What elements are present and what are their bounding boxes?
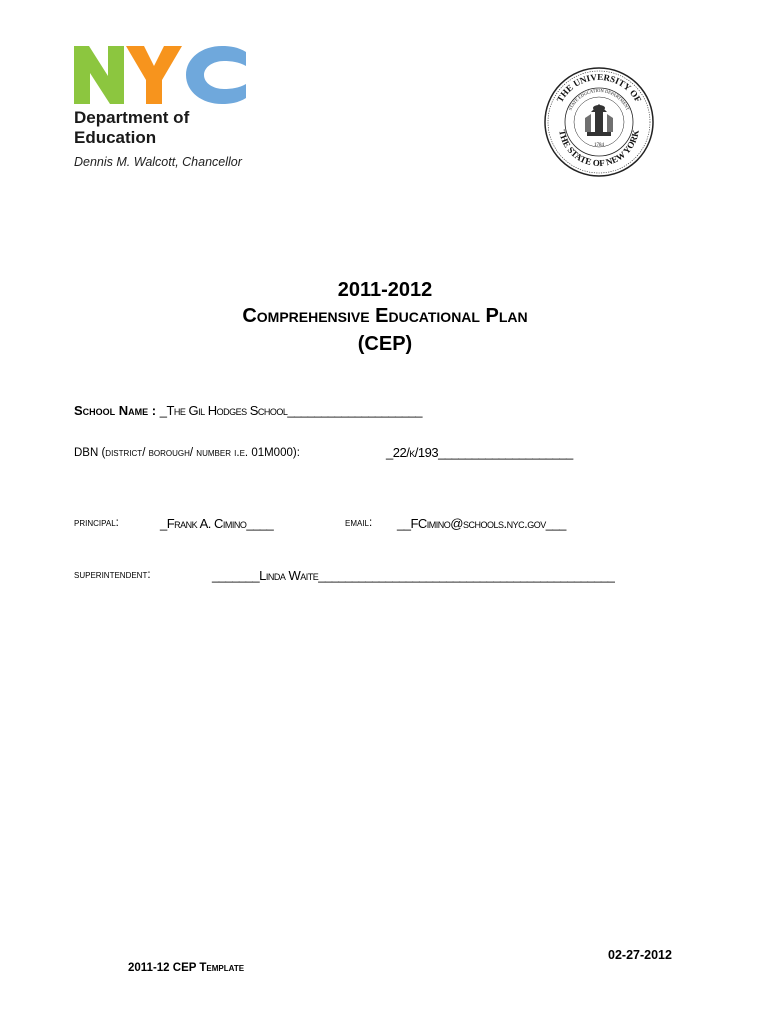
logo-letter-n xyxy=(74,46,124,104)
svg-text:STATE EDUCATION DEPARTMENT: STATE EDUCATION DEPARTMENT xyxy=(567,87,631,112)
plan-acronym: (CEP) xyxy=(357,333,413,355)
department-name-line1: Department of xyxy=(74,108,190,127)
school-name-label: School Name : xyxy=(74,403,157,418)
school-name-value: _The Gil Hodges School____________________ xyxy=(159,403,423,418)
department-name-line2: Education xyxy=(74,128,157,147)
logo-letter-y xyxy=(126,46,182,104)
plan-year: 2011-2012 xyxy=(337,279,433,301)
chancellor-name: Dennis M. Walcott, Chancellor xyxy=(74,155,242,169)
nyc-logo xyxy=(74,46,246,104)
principal-label: principal: xyxy=(74,517,119,529)
svg-text:THE UNIVERSITY OF: THE UNIVERSITY OF xyxy=(554,71,644,104)
email-value: __FCimino@schools.nyc.gov___ xyxy=(397,516,566,531)
svg-text:THE STATE OF NEW YORK: THE STATE OF NEW YORK xyxy=(557,128,641,169)
dbn-value: _22/k/193____________________ xyxy=(386,445,573,460)
principal-value: _Frank A. Cimino____ xyxy=(160,516,274,531)
logo-letter-c xyxy=(186,46,246,104)
footer-template-label: 2011-12 CEP Template xyxy=(128,962,245,974)
email-label: email: xyxy=(345,517,373,529)
state-seal-icon xyxy=(543,66,655,178)
plan-title: Comprehensive Educational Plan xyxy=(242,305,528,327)
seal-year: 1784 xyxy=(594,143,604,148)
superintendent-value: _______Linda Waite____________________________________________ xyxy=(212,568,615,583)
school-name-field xyxy=(74,403,422,418)
document-date: 02-27-2012 xyxy=(608,948,672,962)
superintendent-label: superintendent: xyxy=(74,569,151,581)
dbn-label: DBN (district/ borough/ number i.e. 01M000): xyxy=(74,447,300,459)
